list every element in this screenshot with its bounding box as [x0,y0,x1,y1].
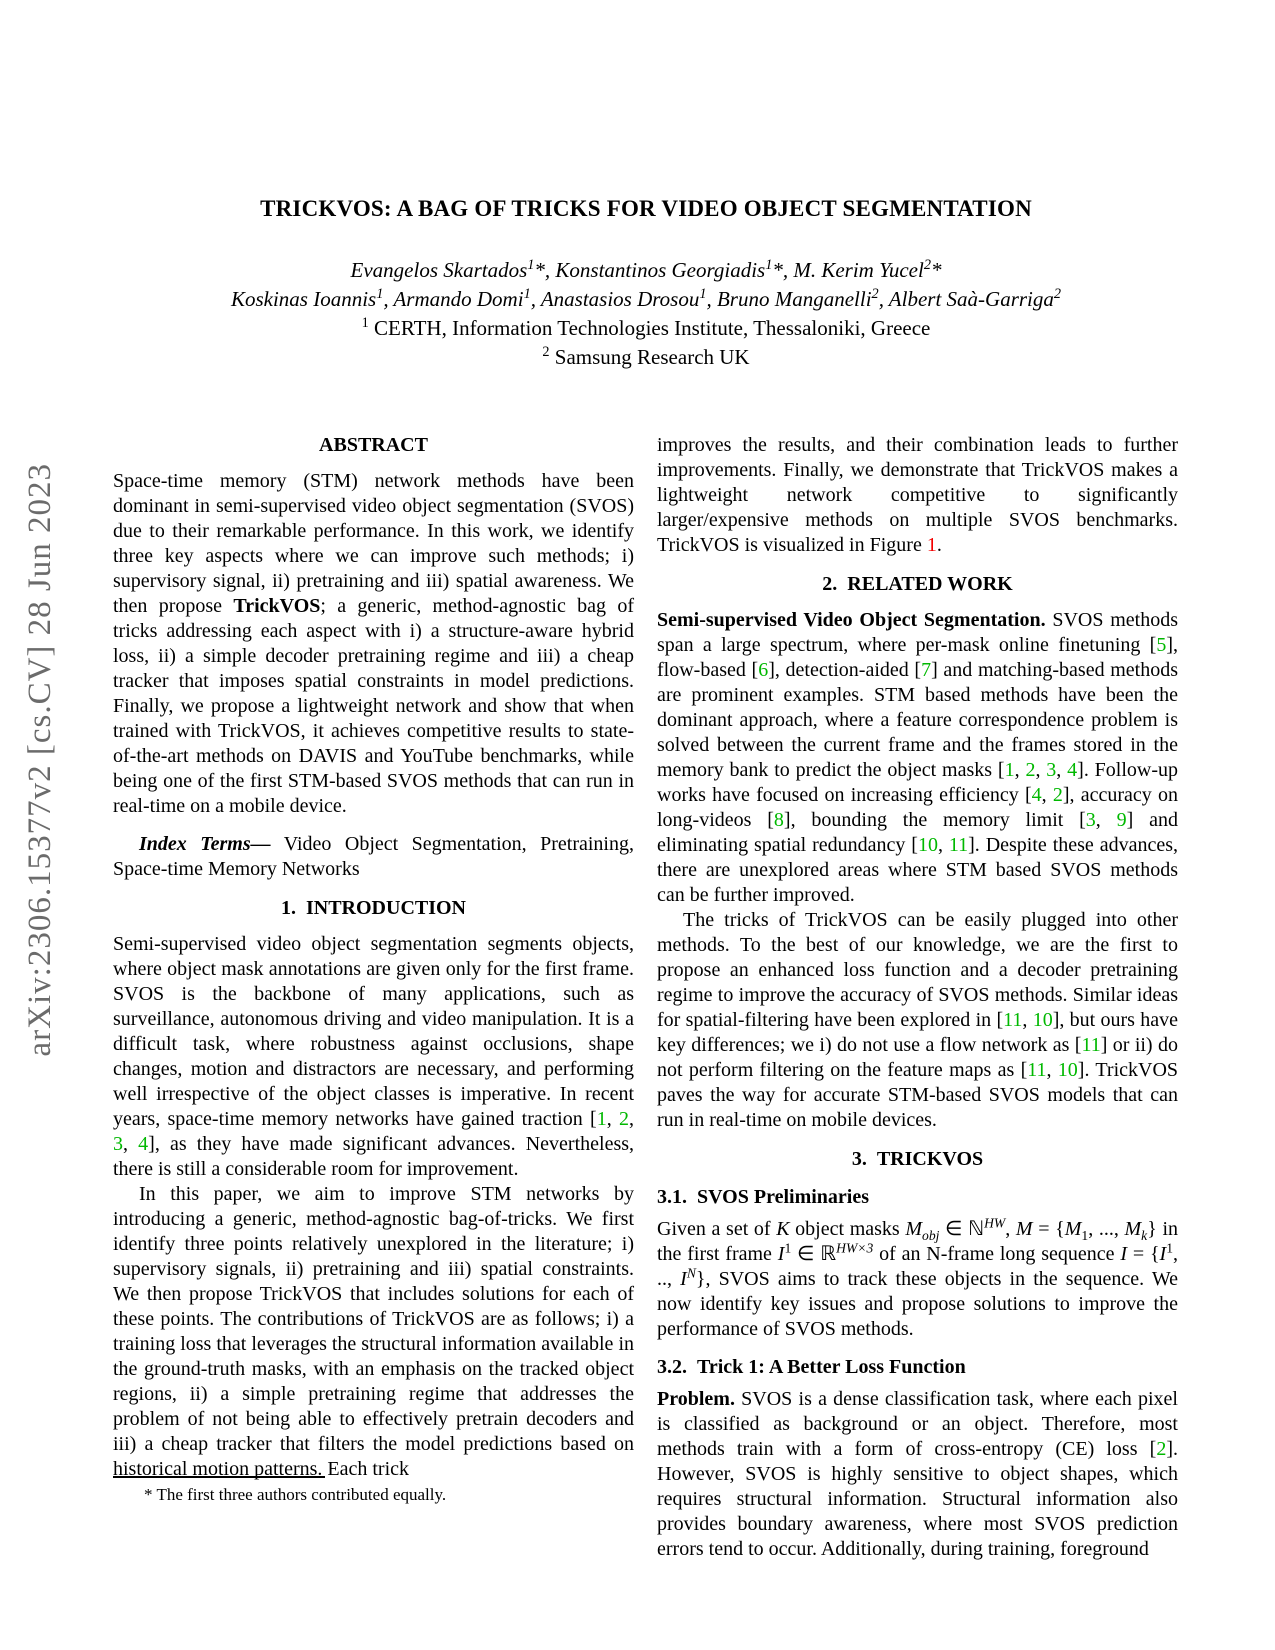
citation-link[interactable]: 11 [1003,1009,1023,1031]
problem-paragraph [657,1387,1178,1562]
text-segment: ]. TrickVOS paves the way for accurate STM-based SVOS models that can run in real-time on mobile devices. [657,1059,1179,1131]
text-segment: HW [984,1215,1006,1231]
text-segment: ∈ ℕ [939,1218,985,1240]
citation-link[interactable]: 4 [1067,759,1078,781]
arxiv-watermark [16,410,64,1110]
text-segment: } in the first frame [657,1218,1179,1265]
text-segment: HW×3 [836,1240,874,1256]
text-segment: SVOS is a dense classification task, where each pixel is classified as background or an object. Therefore, most methods train with a form of cross-entropy (CE) loss [ [657,1388,1178,1460]
text-segment: M [1064,1218,1082,1240]
citation-link[interactable]: 7 [921,659,932,681]
svos-preliminaries-paragraph [657,1217,1178,1342]
text-segment: obj [922,1228,940,1243]
text-segment: , [937,834,949,856]
text-segment: K [776,1218,790,1240]
text-segment: 2 [542,344,550,360]
text-segment: , Bruno Manganelli [706,287,872,311]
text-segment: improves the results, and their combination leads to further improvements. Finally, we demonstrate that TrickVOS makes a lightweight network competitive to significantly larger/expensive methods on multiple SVOS benchmarks. TrickVOS is visualized in Figure [657,434,1178,556]
text-segment: , [1014,759,1026,781]
footnote [113,1476,634,1505]
text-segment: Evangelos Skartados [350,258,528,282]
text-segment: SVOS methods span a large spectrum, where per-mask online finetuning [ [657,609,1179,656]
text-segment: Space-time memory (STM) network methods have been dominant in semi-supervised video object segmentation (SVOS) due to their remarkable performance. In this work, we identify three key aspects where we can improve such methods; i) supervisory signal, ii) pretraining and iii) spatial awareness. We then propose [113,470,634,617]
citation-link[interactable]: 3 [1085,809,1096,831]
text-segment: 1 [699,286,707,302]
text-segment: Given a set of [657,1218,777,1240]
abstract-paragraph [113,469,634,819]
introduction-heading: 1. INTRODUCTION [280,897,467,919]
text-segment: 2 [923,257,931,273]
text-segment: , .., [657,1243,1179,1290]
text-segment: Index Terms— [139,833,271,855]
citation-link[interactable]: 2 [619,1108,630,1130]
text-segment: ∈ ℝ [791,1243,837,1265]
text-segment: , [1056,759,1068,781]
text-segment: 1 [1166,1240,1174,1256]
text-segment: , Armando Domi [383,287,524,311]
text-segment: *, M. Kerim Yucel [772,258,924,282]
text-segment: TrickVOS [233,595,321,617]
text-segment: , [1046,1059,1058,1081]
text-segment: ], bounding the memory limit [ [783,809,1086,831]
text-segment: , Anastasios Drosou [530,287,700,311]
arxiv-watermark-text: arXiv:2306.15377v2 [cs.CV] 28 Jun 2023 [21,463,58,1057]
text-segment: , [1022,1009,1033,1031]
footnote-text: * The first three authors contributed equally. [144,1485,447,1504]
intro-paragraph-2 [113,1182,634,1482]
text-segment: , Albert Saà-Garriga [878,287,1054,311]
text-segment: 2 [1053,286,1062,302]
text-segment: Samsung Research UK [549,345,750,369]
citation-link[interactable]: 2 [1156,1438,1167,1460]
intro-paragraph-1 [113,932,634,1182]
related-work-heading: 2. RELATED WORK [822,573,1013,595]
text-segment: ], detection-aided [ [768,659,922,681]
citation-link[interactable]: 3 [1046,759,1057,781]
citation-link[interactable]: 10 [917,834,938,856]
text-segment: , [123,1133,139,1155]
text-segment: . [936,534,942,556]
svos-preliminaries-heading: 3.1. SVOS Preliminaries [657,1186,870,1208]
text-segment: Semi-supervised video object segmentation segments objects, where object mask annotations are given only for the first frame. SVOS is the backbone of many applications, such as surveillance, autonomous driving and video manipulation. It is a difficult task, where robustness against occlusions, shape changes, motion and distractors are necessary, and performing well irrespective of the object classes is imperative. In recent years, space-time memory networks have gained traction [ [113,933,634,1130]
text-segment: k [1141,1228,1148,1243]
text-segment: ] or ii) do not perform filtering on the feature maps as [ [657,1034,1178,1081]
text-segment: Problem. [657,1388,735,1410]
text-segment: of an N-frame long sequence [873,1243,1121,1265]
text-segment: , ..., [1088,1218,1125,1240]
text-segment: ; a generic, method-agnostic bag of tricks addressing each aspect with i) a structure-aware hybrid loss, ii) a simple decoder pretraining regime and iii) a cheap tracker that imposes spatial constraints in model predictions. Finally, we propose a lightweight network and show that when trained with TrickVOS, it achieves competitive results to state-of-the-art methods on DAVIS and YouTube benchmarks, while being one of the first STM-based SVOS methods that can run in real-time on a mobile device. [113,595,634,817]
figure-ref-link[interactable]: 1 [926,534,937,556]
text-segment: ] and matching-based methods are prominent examples. STM based methods have been the dominant approach, where a feature correspondence problem is solved between the current frame and the frames stored in the memory bank to predict the object masks [ [657,659,1178,781]
text-segment: ], as they have made significant advances. Nevertheless, there is still a considerable room for improvement. [113,1133,635,1180]
text-segment: CERTH, Information Technologies Institute, Thessaloniki, Greece [368,316,931,340]
citation-link[interactable]: 1 [1004,759,1015,781]
paper-header [113,196,1179,372]
trickvos-heading: 3. TRICKVOS [851,1148,984,1170]
citation-link[interactable]: 11 [1081,1034,1101,1056]
citation-link[interactable]: 1 [596,1108,607,1130]
trick1-heading: 3.2. Trick 1: A Better Loss Function [657,1356,966,1378]
text-segment: ], but ours have key differences; we i) do not use a flow network as [ [657,1009,1179,1056]
text-segment: I [1120,1243,1128,1265]
citation-link[interactable]: 8 [773,809,784,831]
text-segment: M [1124,1218,1142,1240]
citation-link[interactable]: 2 [1052,784,1063,806]
text-segment: }, SVOS aims to track these objects in the sequence. We now identify key issues and propose solutions to improve the performance of SVOS methods. [657,1268,1179,1340]
citation-link[interactable]: 5 [1156,634,1167,656]
text-segment: 1 [527,257,535,273]
text-segment: M [905,1218,923,1240]
text-segment: I [680,1268,687,1290]
text-segment: , [1035,759,1047,781]
citation-link[interactable]: 2 [1025,759,1036,781]
authors-line-1 [113,256,1179,285]
text-segment: = { [1032,1218,1065,1240]
text-segment: ]. Despite these advances, there are unexplored areas where STM based SVOS methods can be further improved. [657,834,1178,906]
citation-link[interactable]: 10 [1057,1059,1078,1081]
text-segment: , [1041,784,1053,806]
footnote-rule [113,1476,325,1478]
text-segment: I [777,1243,785,1265]
citation-link[interactable]: 3 [113,1133,123,1155]
related-work-paragraph-2 [657,908,1178,1133]
text-segment: Video Object Segmentation, Pretraining, Space-time Memory Networks [113,833,634,880]
citation-link[interactable]: 4 [1031,784,1042,806]
citation-link[interactable]: 11 [1027,1059,1047,1081]
citation-link[interactable]: 6 [758,659,769,681]
text-segment: In this paper, we aim to improve STM networks by introducing a generic, method-agnostic bag-of-tricks. We first identify three points relatively unexplored in the literature; i) supervisory signals, ii) pretraining and iii) spatial constraints. We then propose TrickVOS that includes solutions for each of these points. The contributions of TrickVOS are as follows; i) a training loss that leverages the structural information available in the ground-truth masks, with an emphasis on the tracked object regions, ii) a simple pretraining regime that addresses the problem of not being able to effectively pretrain decoders and iii) a cheap tracker that filters the model predictions based on historical motion patterns. Each trick [113,1183,634,1480]
text-segment: I [1159,1243,1167,1265]
text-segment: , [606,1108,620,1130]
text-segment: ]. Follow-up works have focused on increasing efficiency [ [657,759,1179,806]
text-segment: Koskinas Ioannis [230,287,377,311]
text-segment: ]. However, SVOS is highly sensitive to object shapes, which requires structural information. Structural information also provides boundary awareness, where most SVOS prediction errors tend to occur. Additionally, during training, foreground [657,1438,1178,1560]
text-segment: 1 [765,257,773,273]
citation-link[interactable]: 9 [1116,809,1127,831]
text-segment: ], accuracy on long-videos [ [657,784,1178,831]
text-segment: object masks [789,1218,906,1240]
abstract-heading: ABSTRACT [319,434,428,456]
related-work-paragraph-1 [657,608,1178,908]
text-segment: Semi-supervised Video Object Segmentation. [657,609,1046,631]
text-segment: 1 [784,1240,792,1256]
text-segment: 1 [1081,1228,1089,1243]
text-segment: ] and eliminating spatial redundancy [ [657,809,1178,856]
affiliation-2 [113,343,1179,372]
text-segment: N [686,1265,696,1281]
text-segment: 1 [523,286,531,302]
paper-title: TRICKVOS: A BAG OF TRICKS FOR VIDEO OBJECT SEGMENTATION [260,196,1032,221]
text-segment: ], flow-based [ [657,634,1178,681]
text-segment: , [1005,1218,1016,1240]
text-segment: , [1095,809,1117,831]
citation-link[interactable]: 4 [138,1133,149,1155]
left-column [113,433,634,1482]
text-segment: 1 [361,315,369,331]
text-segment: = { [1127,1243,1160,1265]
index-terms [113,832,634,882]
authors-line-2 [113,285,1179,314]
text-segment: M [1015,1218,1033,1240]
text-segment: 2 [871,286,879,302]
text-segment: 1 [376,286,384,302]
text-segment: , [629,1108,635,1130]
continuation-paragraph [657,433,1178,558]
affiliation-1 [113,314,1179,343]
text-segment: *, Konstantinos Georgiadis [534,258,766,282]
text-segment: The tricks of TrickVOS can be easily plugged into other methods. To the best of our knowledge, we are the first to propose an enhanced loss function and a decoder pretraining regime to improve the accuracy of SVOS methods. Similar ideas for spatial-filtering have been explored in [ [657,909,1178,1031]
citation-link[interactable]: 10 [1032,1009,1053,1031]
citation-link[interactable]: 11 [948,834,969,856]
text-segment: * [930,258,942,282]
right-column [657,433,1178,1562]
